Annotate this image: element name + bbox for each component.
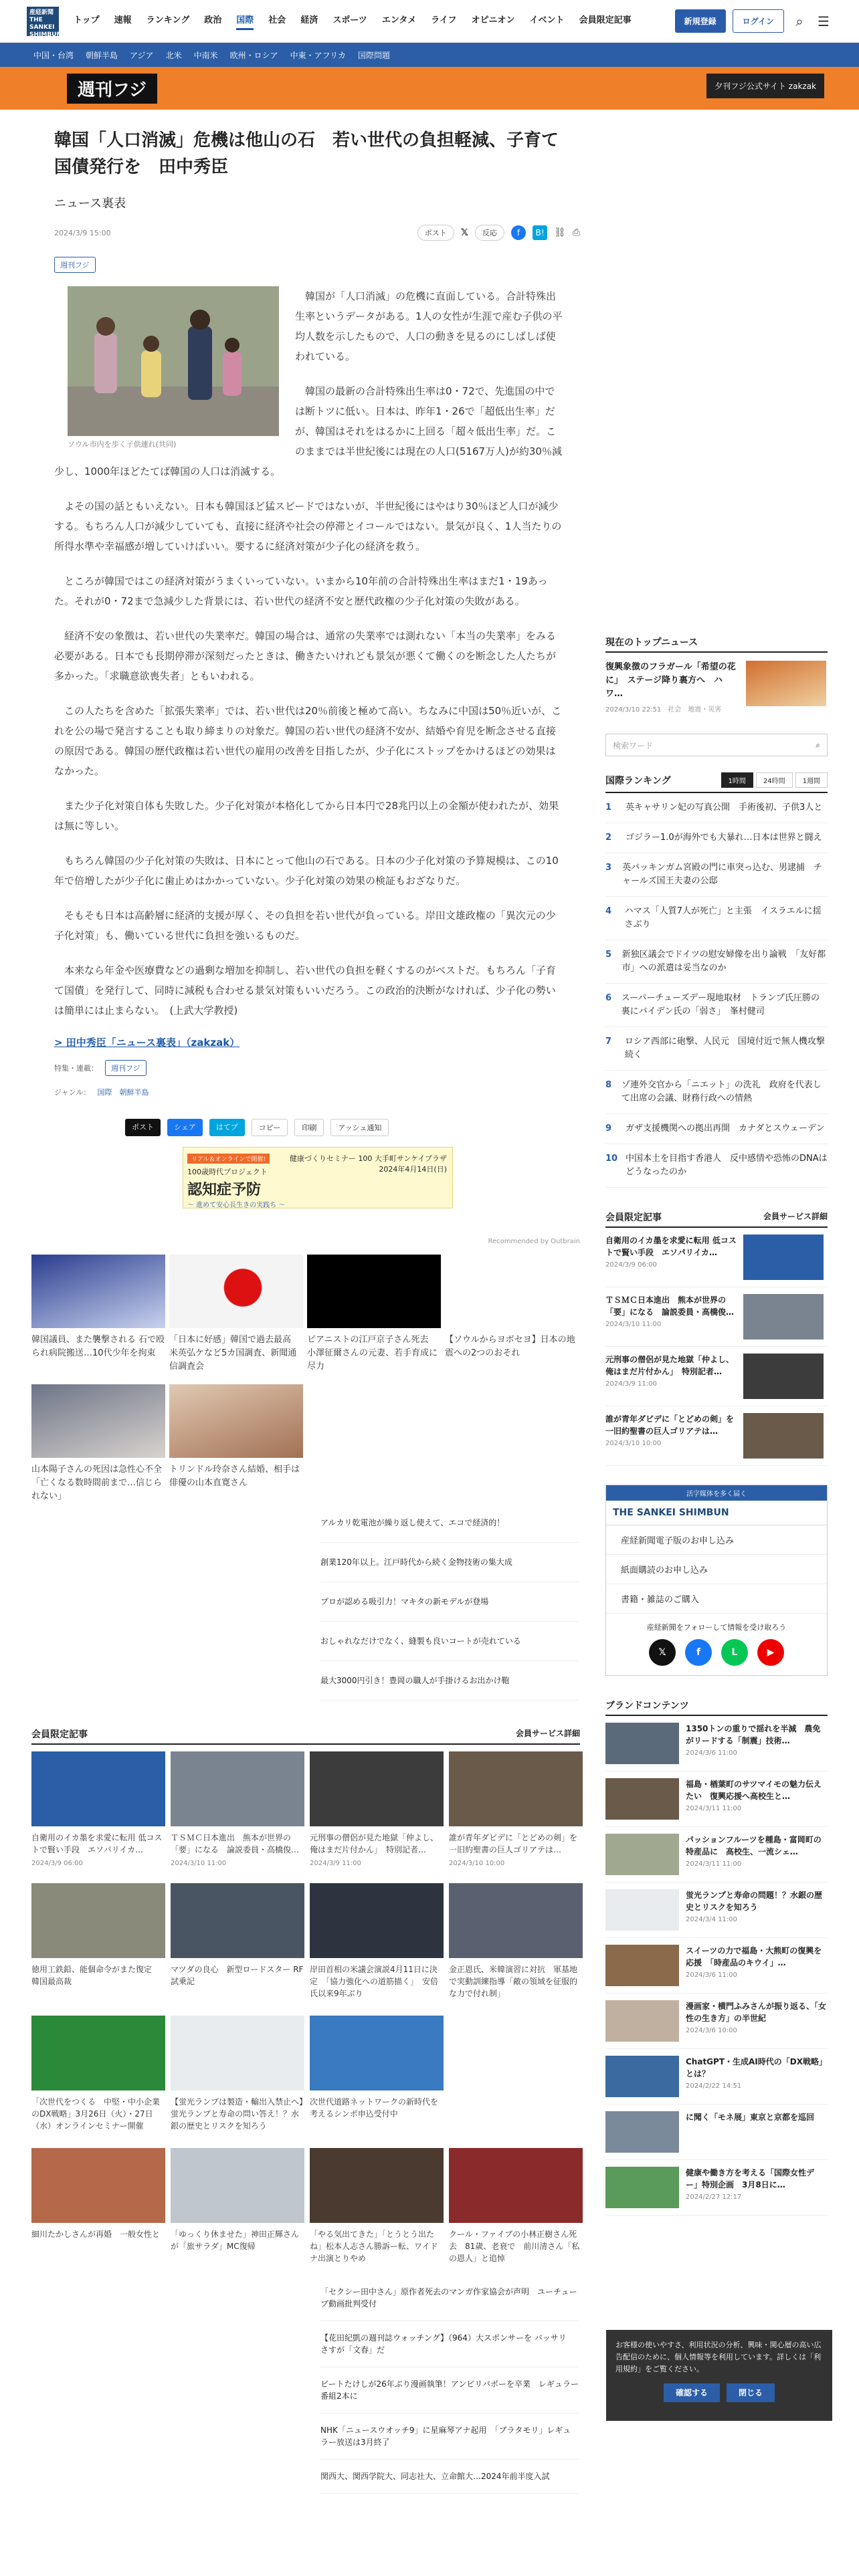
member-card[interactable]: マツダの良心 新型ロードスター RF試乗記 — [171, 1883, 304, 2000]
sub-nav — [0, 43, 859, 67]
rec-card[interactable]: ピアニストの江戸京子さん死去 小澤征爾さんの元妻、若手育成に尽力 — [307, 1255, 441, 1374]
post-button[interactable]: ポスト — [417, 225, 454, 241]
nav-item-entame[interactable]: エンタメ — [381, 15, 417, 25]
rank-tab-1w[interactable]: 1週間 — [795, 772, 828, 788]
search-icon[interactable]: ⌕ — [816, 740, 820, 750]
rank-item[interactable]: 1 英キャサリン妃の写真公開 手術後初、子供3人と — [605, 793, 828, 823]
sankei-box-logo: THE SANKEI SHIMBUN — [606, 1501, 827, 1525]
member-text-item[interactable]: NHK「ニュースウオッチ9」に星麻琴アナ起用 「ブラタモリ」レギュラー放送は3月終了 — [320, 2413, 579, 2460]
series-label: 特集・連載： — [54, 1064, 98, 1073]
facebook-icon[interactable]: f — [511, 225, 526, 240]
member-text-item[interactable]: 関西大、関西学院大、同志社大、立命館大…2024年前半度入試 — [320, 2460, 579, 2494]
article-photo[interactable] — [68, 286, 279, 451]
sankei-top-strip: 活字媒体を多く届く — [606, 1485, 827, 1501]
sidebar — [605, 127, 828, 2494]
member-card[interactable]: 細川たかしさんが再婚 一般女性と — [31, 2148, 165, 2264]
brand-item[interactable]: 蛍光ランプと寿命の問題！？水銀の歴史とリスクを知ろう 2024/3/4 11:00 — [605, 1883, 828, 1938]
article-paragraph: そもそも日本は高齢層に経済的支援が厚く、その負担を若い世代が負っている。岸田文雄政権の「異次元の少子化対策」も、働いている世代に負担を強いるものだ。 — [54, 909, 556, 942]
ad-right: 健康づくりセミナー 100 大手町サンケイプラザ 2024年4月14日(日) — [289, 1154, 447, 1174]
login-button[interactable]: ログイン — [733, 9, 784, 33]
rank-item[interactable]: 10 中国本土を目指す香港人 反中感情や恐怖のDNAはどうなったのか — [605, 1144, 828, 1188]
ranking-list — [605, 793, 828, 1188]
photo-children-illustration — [68, 286, 279, 436]
member-card[interactable]: 「次世代をつくる 中堅・中小企業のDX戦略」3月26日（火）・27日（水）オンラインセミナー開催 — [31, 2016, 165, 2132]
article-paragraph: この人たちを含めた「拡張失業率」では、若い世代は20％前後と極めて高い。ちなみに中国は50％近いが、これを公の場で発言することも取り締まりの対象だ。韓国の若い世代の経済不安が、結婚や育児を断念させる直接の原因である。韓国の歴代政権は若い世代の雇用の改善を目指したが、少子化にストップをかけるほどの効果はなかった。 — [54, 705, 562, 777]
cookie-close-button[interactable]: 閉じる — [727, 2383, 775, 2402]
nav-item-life[interactable]: ライフ — [431, 15, 457, 25]
nav-item-politics[interactable]: 政治 — [204, 15, 222, 25]
photo-caption: ソウル市内を歩く子供連れ(共同) — [68, 440, 177, 449]
zakzak-banner[interactable] — [0, 67, 859, 110]
member-text-item[interactable]: 「セクシー田中さん」原作者死去のマンガ作家協会が声明 ユーチューブ動画批判受付 — [320, 2275, 579, 2321]
books-link[interactable]: 書籍・雑誌のご購入 — [606, 1584, 827, 1614]
banner-right-link[interactable]: 夕刊フジ公式サイト zakzak — [706, 74, 824, 98]
side-member-item[interactable]: ＴＳＭＣ日本進出 熊本が世界の「要」になる 論説委員・高橋俊… 2024/3/10 11:00 — [605, 1287, 828, 1347]
subnav-mideast[interactable]: 中東・アフリカ — [290, 50, 347, 60]
digital-subscribe-link[interactable]: 産経新聞電子版のお申し込み — [606, 1525, 827, 1555]
rec-card[interactable]: 【ソウルからヨボセヨ】日本の地震への2つのおそれ — [445, 1255, 579, 1374]
member-card[interactable]: 金正恩氏、米韓演習に対抗 軍基地で実動訓練指導「敵の領域を征服的な力で付れ制」 — [449, 1883, 583, 2000]
member-card[interactable]: 【蛍光ランプは製造・輸出入禁止へ】蛍光ランプと寿命の問い答え！？水銀の歴史とリスクを知ろう — [171, 2016, 304, 2132]
cookie-banner — [606, 2330, 832, 2421]
member-card[interactable]: 岸田首相の米議会演説4月11日に決定 「協力強化への道筋描く」 安倍氏以来9年ぶり — [310, 1883, 444, 2000]
rank-item[interactable]: 5 新独区議会でドイツの慰安婦像を出り論戦 「友好都市」への派遣は妥当なのか — [605, 940, 828, 984]
article-tag[interactable]: 週刊フジ — [54, 257, 96, 273]
member-card[interactable] — [449, 2016, 583, 2132]
article-paragraph: 韓国が「人口消滅」の危機に直面している。合計特殊出生率というデータがある。1人の女性が生涯で産む子供の平均人数を示したもので、人口の動きを見るのにしばしば使われている。 — [295, 290, 563, 362]
side-member-item[interactable]: 誰が青年ダビデに「とどめの剣」を一旧約聖書の巨人ゴリアテは… 2024/3/10 10:00 — [605, 1406, 828, 1466]
article-paragraph: よその国の話ともいえない。日本も韓国ほど猛スピードではないが、半世紀後にはやはり30％ほど人口が減少する。もちろん人口が減少していても、直接に経済や社会の停滞とイコールではない。景気が良く、1人当たりの所得水準や幸福感が増していけばいい。要するに経済対策が少子化の経済を救う。 — [54, 500, 562, 552]
follow-text: 産経新聞をフォローして情報を受け取ろう — [646, 1623, 787, 1632]
rank-item[interactable]: 3 英バッキンガム宮殿の門に車突っ込む、男逮捕 チャールズ国王夫妻の公邸 — [605, 853, 828, 897]
rank-item[interactable]: 4 ハマス「人質7人が死亡」と主張 イスラエルに揺さぶり — [605, 897, 828, 940]
article-title: 韓国「人口消滅」危機は他山の石 若い世代の負担軽減、子育て国債発行を 田中秀臣 — [54, 130, 559, 177]
cookie-confirm-button[interactable]: 確認する — [664, 2383, 720, 2402]
link-icon[interactable]: ⛓ — [554, 227, 566, 238]
hatena-icon[interactable]: B! — [533, 225, 547, 240]
subnav-asia[interactable]: アジア — [130, 50, 154, 60]
search-box[interactable]: 検索ワード ⌕ — [605, 734, 828, 756]
copy-button[interactable]: コピー — [252, 1119, 288, 1136]
side-members-more[interactable]: 会員サービス詳細 — [763, 1212, 828, 1221]
rec-text-item[interactable]: プロが認める吸引力！マキタの新モデルが登場 — [320, 1582, 579, 1622]
nav-item-society[interactable]: 社会 — [268, 15, 286, 25]
top-news-title: 現在のトップニュース — [605, 635, 828, 653]
brand-item[interactable]: スイーツの力で福島・大熊町の復興を応援 「時産品のキウイ」… 2024/3/6 11:00 — [605, 1938, 828, 1994]
photo-image — [68, 286, 279, 436]
article-paragraph: 経済不安の象徴は、若い世代の失業率だ。韓国の場合は、通常の失業率では測れない「本当の失業率」をみる必要がある。日本でも長期停滞が深刻だったときは、働きたいけれども景気が悪くて働くのを断念した人たちが多かった。「求職意欲喪失者」ともいわれる。 — [54, 630, 557, 682]
reaction-button[interactable]: 反応 — [475, 225, 504, 241]
rec-text-item[interactable]: 創業120年以上。江戸時代から続く金物技術の集大成 — [320, 1543, 579, 1582]
article-paragraph: また少子化対策自体も失敗した。少子化対策が本格化してから日本円で28兆円以上の金額が使われたが、効果は無に等しい。 — [54, 800, 559, 832]
ad-line1: 100歳時代プロジェクト — [187, 1168, 268, 1176]
nav-item-breaking[interactable]: 速報 — [114, 15, 132, 25]
push-notify-button[interactable]: アッシュ通知 — [330, 1119, 389, 1136]
ranking-header: 国際ランキング 1時間 24時間 1週間 — [605, 772, 828, 793]
member-card[interactable]: クール・ファイブの小林正樹さん死去 81歳、老衰で 前川清さん「私の恩人」と追悼 — [449, 2148, 583, 2264]
nav-item-economy[interactable]: 経済 — [300, 15, 318, 25]
rank-item[interactable]: 6 スーパーチューズデー現地取材 トランプ氏圧勝の裏にバイデン氏の「弱さ」 峯村健司 — [605, 984, 828, 1027]
member-card[interactable]: 徳用工鉄鉛、能個命令がまた復定 韓国最高裁 — [31, 1883, 165, 2000]
ad-tag: リアル＆オンラインで開催! — [187, 1154, 270, 1164]
brand-item[interactable]: 漫画家・横門ふみさんが振り返る、「女性の生き方」の半世紀 2024/3/6 10:00 — [605, 1994, 828, 2049]
article-paragraph: ところが韓国ではこの経済対策がうまくいっていない。いまから10年前の合計特殊出生率はまだ1・19あった。それが0・72まで急減少した背景には、若い世代の経済不安と歴代政権の少子化対策の失敗がある。 — [54, 575, 548, 607]
article-body — [54, 286, 563, 1021]
rank-tab-24h[interactable]: 24時間 — [756, 772, 793, 788]
rank-item[interactable]: 7 ロシア西部に砲撃、人民元 国境付近で無人機攻撃続く — [605, 1027, 828, 1071]
brand-item[interactable]: ChatGPT・生成AI時代の「DX戦略」とは？ 2024/2/22 14:51 — [605, 2049, 828, 2105]
nav-item-ranking[interactable]: ランキング — [146, 15, 190, 25]
brand-item[interactable]: 福島・楢葉町のサツマイモの魅力伝えたい 復興応援へ高校生と… 2024/3/11 11:00 — [605, 1772, 828, 1827]
subnav-china[interactable]: 中国・台湾 — [33, 50, 74, 60]
sankei-logo[interactable]: 産経新聞 THE SANKEI SHIMBUN — [27, 7, 59, 36]
brand-item[interactable]: に聞く「モネ展」東京と京都を巡回 — [605, 2105, 828, 2160]
x-post-button[interactable]: ポスト — [125, 1119, 161, 1136]
rec-text-item[interactable]: おしゃれなだけでなく、縫製も良いコートが売れている — [320, 1622, 579, 1661]
article-series: ニュース裏表 — [54, 197, 126, 211]
cookie-text: お客様の使いやすさ、利用状況の分析、興味・関心層の高い広告配信のために、個人情報等を利用しています。詳しくは「利用規約」をご覧ください。 — [615, 2341, 822, 2373]
line-icon[interactable]: L — [721, 1639, 748, 1666]
article-main — [31, 127, 580, 2494]
print-icon[interactable]: ⎙ — [572, 227, 580, 238]
hatena-button[interactable]: はてブ — [209, 1119, 245, 1136]
subnav-intl[interactable]: 国際問題 — [358, 50, 391, 60]
rec-card[interactable]: 「日本に好感」韓国で過去最高 米英弘ケなど5カ国調査、新聞通信調査会 — [169, 1255, 303, 1374]
nav-item-event[interactable]: イベント — [529, 15, 565, 25]
rec-card[interactable]: トリンドル玲奈さん結婚、相手は俳優の山本直寛さん — [169, 1384, 303, 1503]
top-news-item[interactable]: 復興象徴のフラガール「希望の花に」 ステージ降り裏方へ ハワ… 2024/3/10 22:51 社会 地震・災害 — [605, 661, 828, 714]
share-bar — [125, 1119, 580, 1136]
menu-icon[interactable]: ☰ — [818, 13, 830, 29]
side-member-item[interactable]: 元刑事の僧侶が見た地獄「仲よし、俺はまだ片付かん」 特別記者… 2024/3/9 11:00 — [605, 1347, 828, 1406]
nav-item-members[interactable]: 会員限定記事 — [579, 15, 632, 25]
print-button[interactable]: 印刷 — [294, 1119, 324, 1136]
nav-item-top[interactable]: トップ — [74, 15, 100, 25]
facebook-share-button[interactable]: シェア — [167, 1119, 203, 1136]
ad-line3: ～ 進めて安心長生きの実践ち ～ — [187, 1202, 286, 1209]
rank-item[interactable]: 9 ガザ支援機関への拠出再開 カナダとスウェーデン — [605, 1114, 828, 1144]
member-card[interactable]: 誰が青年ダビデに「とどめの剣」を一旧約聖書の巨人ゴリアテは… 2024/3/10 10:00 — [449, 1751, 583, 1867]
youtube-icon[interactable]: ▶ — [757, 1639, 784, 1666]
member-card[interactable]: 元刑事の僧侶が見た地獄「仲よし、俺はまだ片付かん」 特別記者… 2024/3/9 11:00 — [310, 1751, 444, 1867]
members-grid — [31, 1751, 580, 2264]
ad-line2: 認知症予防 — [187, 1182, 262, 1198]
rec-card[interactable]: 韓国議員、また襲撃される 石で殴られ病院搬送…10代少年を拘束 — [31, 1255, 165, 1374]
rec-text-item[interactable]: アルカリ乾電池が繰り返し使えて、エコで経済的！ — [320, 1503, 579, 1543]
x-icon[interactable]: 𝕏 — [460, 227, 469, 238]
rec-text-item[interactable]: 最大3000円引き！豊岡の職人が手掛けるお出かけ鞄 — [320, 1661, 579, 1701]
side-members-header: 会員限定記事 会員サービス詳細 — [605, 1210, 828, 1228]
members-section-header: 会員限定記事 会員サービス詳細 — [31, 1727, 580, 1745]
seminar-ad[interactable] — [183, 1147, 453, 1208]
genre-links[interactable]: 国際 朝鮮半島 — [97, 1088, 149, 1097]
nav-item-world[interactable]: 国際 — [236, 13, 254, 30]
article-date: 2024/3/9 15:00 — [54, 228, 111, 237]
paper-subscribe-link[interactable]: 紙面購読のお申し込み — [606, 1555, 827, 1584]
subnav-korea[interactable]: 朝鮮半島 — [86, 50, 118, 60]
nav-item-opinion[interactable]: オピニオン — [471, 15, 515, 25]
sankei-subscribe-box — [605, 1485, 828, 1676]
member-text-item[interactable]: 【花田紀凱の週刊誌ウォッチング】（964）大スポンサーを バッサリ さすが「文春」だ — [320, 2321, 579, 2367]
register-button[interactable]: 新規登録 — [675, 9, 726, 33]
outbrain-label[interactable]: Recommended by Outbrain — [488, 1238, 580, 1245]
search-icon[interactable]: ⌕ — [795, 13, 803, 29]
genre-label: ジャンル： — [54, 1088, 91, 1097]
article-paragraph: もちろん韓国の少子化対策の失敗は、日本にとって他山の石である。日本の少子化対策の予算規模は、この10年で倍増したが少子化に歯止めはかかっていない。少子化対策の効果の検証もおざなりだ。 — [54, 855, 559, 887]
member-card[interactable]: 次世代道路ネットワークの新時代を考えるシンポ申込受付中 — [310, 2016, 444, 2132]
member-card[interactable]: 「ゆっくり休ませた」神田正輝さんが「旅サラダ」MC復帰 — [171, 2148, 304, 2264]
recommended-cards — [31, 1255, 580, 1503]
rec-card[interactable]: 山本陽子さんの死因は急性心不全 「亡くなる数時間前まで…信じられない」 — [31, 1384, 165, 1503]
rec-text-list — [320, 1503, 579, 1701]
series-tag[interactable]: 週刊フジ — [105, 1060, 147, 1076]
members-text-list — [320, 2275, 579, 2494]
article-paragraph: 本来なら年金や医療費などの過剰な増加を抑制し、若い世代の負担を軽くするのがベストだ。もちろん「子育て国債」を発行して、同時に減税も合わせる景気対策もいいだろう。この政治的決断がなければ、少子化の勢いは簡単には止まらない。 (上武大学教授) — [54, 964, 557, 1016]
facebook-icon[interactable]: f — [685, 1639, 712, 1666]
subnav-europe[interactable]: 欧州・ロシア — [229, 50, 278, 60]
member-text-item[interactable]: ビートたけしが26年ぶり漫画執筆！アンビリバボーを卒業 レギュラー番組2本に — [320, 2367, 579, 2413]
rank-item[interactable]: 2 ゴジラー1.0が海外でも大暴れ…日本は世界と闘え — [605, 823, 828, 853]
x-icon[interactable]: 𝕏 — [649, 1639, 676, 1666]
author-series-link[interactable]: > 田中秀臣「ニュース裏表」（zakzak） — [54, 1037, 240, 1049]
member-card[interactable]: ＴＳＭＣ日本進出 熊本が世界の「要」になる 論説委員・高橋俊… 2024/3/10 11:00 — [171, 1751, 304, 1867]
brand-content-header: ブランドコンテンツ — [605, 1699, 828, 1716]
members-more-link[interactable]: 会員サービス詳細 — [515, 1729, 580, 1738]
nav-item-sports[interactable]: スポーツ — [332, 15, 367, 25]
subnav-northamerica[interactable]: 北米 — [165, 50, 182, 60]
side-member-item[interactable]: 自衛用のイカ墨を求愛に転用 低コストで賢い手段 エソパリイカ… 2024/3/9 06:00 — [605, 1228, 828, 1287]
brand-item[interactable]: パッションフルーツを種島・富岡町の特産品に 高校生、一流シェ… 2024/3/11 11:00 — [605, 1827, 828, 1883]
article-paragraph: 韓国の最新の合計特殊出生率は0・72で、先進国の中では断トツに低い。日本は、昨年1・26で「超低出生率」だが、韓国はそれをはるかに上回る「超々低出生率」だ。このままでは半世紀後には現在の人口(5167万人)が約30％減少し、1000年ほどたてば韓国の人口は消滅する。 — [54, 385, 562, 477]
site-header — [0, 0, 859, 43]
rank-item[interactable]: 8 ゾ連外交官から「ニエット」の洗礼 政府を代表して出席の会議、財務行政への情熱 — [605, 1071, 828, 1114]
brand-item[interactable]: 1350トンの重りで揺れを半減 農免がリードする「制震」技術… 2024/3/6 11:00 — [605, 1716, 828, 1772]
rank-tab-1h[interactable]: 1時間 — [721, 772, 753, 788]
brand-item[interactable]: 健康や働き方を考える「国際女性デー」特別企画 3月8日に… 2024/2/27 12:17 — [605, 2160, 828, 2216]
member-card[interactable]: 自衛用のイカ墨を求愛に転用 低コストで賢い手段 エソパリイカ… 2024/3/9 06:00 — [31, 1751, 165, 1867]
banner-brand: 週刊フジ — [67, 74, 157, 104]
member-card[interactable]: 「やる気出てきた」「とうとう出たね」松本人志さん勝訴ー転、ワイドナ出演とりやめ — [310, 2148, 444, 2264]
main-nav — [74, 13, 632, 30]
subnav-latinamerica[interactable]: 中南米 — [193, 50, 218, 60]
